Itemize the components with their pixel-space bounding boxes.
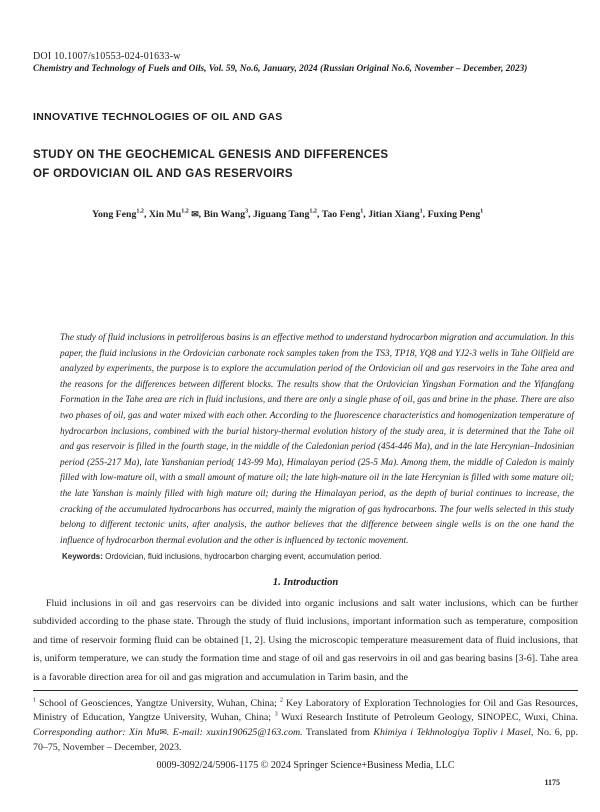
text-segment: , No. 6, pp. 70–75, November – December, 2023.: [33, 727, 579, 753]
text-segment: ,: [143, 209, 149, 220]
text-segment: Corresponding author: Xin Mu: [33, 727, 160, 739]
author-name: Bin Wang: [203, 209, 246, 220]
text-segment: ,: [422, 209, 428, 220]
text-segment: ,: [198, 209, 204, 220]
authors-line: [92, 209, 483, 220]
page-number: 1175: [544, 778, 560, 787]
author-name: Xin Mu: [148, 209, 182, 220]
text-segment: ,: [248, 209, 253, 220]
keywords-text: Ordovician, fluid inclusions, hydrocarbon charging event, accumulation period.: [102, 552, 382, 561]
article-title-line-1: STUDY ON THE GEOCHEMICAL GENESIS AND DIFFERENCES: [33, 149, 389, 161]
superscript: 1: [419, 208, 423, 215]
envelope-icon: ✉: [191, 209, 199, 219]
superscript: 2: [279, 697, 283, 704]
journal-citation-line: Chemistry and Technology of Fuels and Oils, Vol. 59, No.6, January, 2024 (Russian Original No.6, November – December, 2023): [33, 64, 528, 74]
abstract-paragraph: The study of fluid inclusions in petroliferous basins is an effective method to understand hydrocarbon migration and accumulation. In this paper, the fluid inclusions in the Ordovician carbonate rock samples taken from the TS3, TP18, YQ8 and YJ2-3 wells in Tahe Oilfield are analyzed by experiments, the purpose is to explore the accumulation period of the Ordovician oil and gas reservoirs in the Tahe area and the reasons for the differences between different blocks. The results show that the Ordovician Yingshan Formation and the Yifangfang Formation in the Tahe area are rich in fluid inclusions, and there are only a single phase of oil, gas and brine in the phase. There are also two phases of oil, gas and water mixed with each other. According to the fluorescence characteristics and homogenization temperature of hydrocarbon inclusions, combined with the burial history-thermal evolution history of the study area, it is determined that the Tahe oil and gas reservoir is filled in the fourth stage, in the middle of the Caledonian period (454-446 Ma), and in the late Hercynian–Indosinian period (255-217 Ma), late Yanshanian period( 143-99 Ma), Himalayan period (25-5 Ma). Among them, the middle of Caledon is mainly filled with low-mature oil, with a small amount of mature oil; the late high-mature oil in the late Hercynian is filled with some mature oil; the late Yanshan is mainly filled with high mature oil; during the Himalayan period, as the depth of burial continues to increase, the cracking of the accumulated hydrocarbons has occurred, mainly the migration of gas hydrocarbons. The four wells selected in this study belong to different tectonic units, after analysis, the author believes that the difference between single wells is on the one hand the influence of hydrocarbon thermal evolution and the other is influenced by tectonic movement.: [60, 333, 574, 546]
text-segment: E-mail: xuxin190625@163.com.: [172, 727, 303, 739]
keywords-line: [62, 552, 382, 561]
superscript: 1: [360, 208, 364, 215]
text-segment: School of Geosciences, Yangtze University, Wuhan, China;: [36, 698, 280, 709]
text-segment: Wuxi Research Institute of Petroleum Geology, SINOPEC, Wuxi, China.: [277, 712, 578, 724]
author-name: Fuxing Peng: [427, 209, 481, 220]
superscript: 1: [480, 208, 484, 215]
text-segment: ,: [316, 209, 322, 220]
text-segment: Key Laboratory of Exploration Technologies for Oil and Gas Resources, Ministry of Education, Yangtze University, Wuhan, China;: [33, 698, 578, 724]
author-name: Jiguang Tang: [253, 209, 310, 220]
superscript: 1,2: [181, 208, 189, 215]
doi-text: DOI 10.1007/s10553-024-01633-w: [33, 51, 181, 62]
text-segment: .: [166, 727, 173, 739]
footnote-separator: [33, 690, 578, 691]
superscript: 1,2: [136, 208, 144, 215]
section-header: INNOVATIVE TECHNOLOGIES OF OIL AND GAS: [33, 111, 283, 123]
copyright-line: 0009-3092/24/5906-1175 © 2024 Springer Science+Business Media, LLC: [156, 760, 455, 771]
superscript: 1,2: [309, 208, 317, 215]
source-journal-name: Khimiya i Tekhnologiya Topliv i Masel: [373, 727, 531, 739]
footnote-text: [33, 697, 578, 755]
author-name: Yong Feng: [92, 209, 137, 220]
author-name: Jitian Xiang: [368, 209, 420, 220]
envelope-icon: ✉: [159, 727, 167, 738]
introduction-paragraph: Fluid inclusions in oil and gas reservoirs can be divided into organic inclusions and salt water inclusions, which can be further subdivided according to the phase state. Through the study of fluid inclusions, important information such as temperature, composition and time of reservoir forming fluid can be obtained [1, 2]. Using the microscopic temperature measurement data of fluid inclusions, that is, uniform temperature, we can study the formation time and stage of oil and gas reservoirs in oil and gas bearing basins [3-6]. Tahe area is a favorable direction area for oil and gas migration and accumulation in Tarim basin, and the: [33, 598, 578, 683]
keywords-label: Keywords:: [62, 552, 103, 561]
text-segment: ,: [363, 209, 369, 220]
superscript: 1: [33, 697, 37, 704]
superscript: 3: [274, 711, 278, 718]
text-segment: Translated from: [302, 727, 374, 739]
author-name: Tao Feng: [321, 209, 361, 220]
article-title: [33, 146, 388, 183]
introduction-heading: 1. Introduction: [272, 577, 339, 588]
superscript: 3: [245, 208, 249, 215]
article-title-line-2: OF ORDOVICIAN OIL AND GAS RESERVOIRS: [33, 167, 293, 180]
